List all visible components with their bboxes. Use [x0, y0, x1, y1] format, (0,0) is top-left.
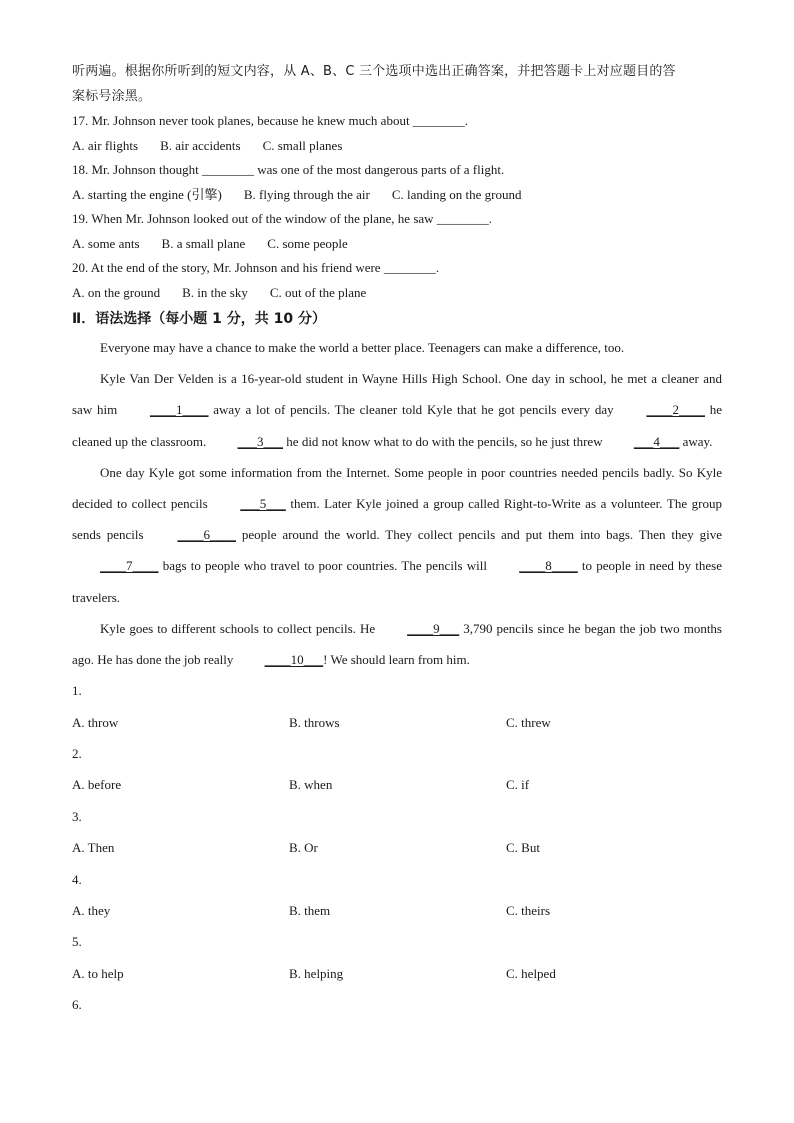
listening-question-17: 17. Mr. Johnson never took planes, because he knew much about ________. — [72, 113, 469, 128]
option-c: C. if — [506, 777, 530, 793]
grammar-question-number-2: 2. — [72, 746, 82, 762]
option-a: A. Then — [72, 840, 115, 856]
option-b: B. helping — [289, 965, 344, 981]
passage-paragraph-2: Kyle Van Der Velden is a 16-year-old student in Wayne Hills High School. One day in school, he met a cleaner and saw him ____1____ away a lot of pencils. The cleaner told Kyle that he got pencils every day ____2____ he cleaned up the classroom. ___3___ he did not know what to do with the pencils, so he just threw ___4___ away. — [72, 363, 722, 457]
option-b: B. flying through the air — [243, 186, 370, 202]
option-c: C. small planes — [262, 137, 343, 153]
grammar-options-5 — [72, 958, 722, 989]
grammar-options-2 — [72, 769, 722, 800]
blank-8: ____8____ — [519, 558, 578, 574]
grammar-options-4 — [72, 895, 722, 926]
intro-line-2: 案标号涂黑。 — [72, 88, 152, 104]
option-b: B. them — [289, 903, 331, 919]
blank-9: ____9___ — [407, 620, 460, 636]
option-a: A. before — [72, 777, 122, 793]
option-a: A. to help — [72, 965, 124, 981]
option-a: A. on the ground — [72, 284, 161, 300]
option-b: B. when — [289, 777, 333, 793]
option-b: B. a small plane — [161, 235, 246, 251]
listening-options-17 — [72, 134, 722, 159]
passage-paragraph-1: Everyone may have a chance to make the world a better place. Teenagers can make a difference, too. — [100, 340, 625, 355]
option-c: C. threw — [506, 714, 551, 730]
option-a: A. air flights — [72, 137, 139, 153]
blank-3: ___3___ — [237, 433, 284, 449]
option-b: B. in the sky — [182, 284, 248, 300]
listening-options-18 — [72, 183, 722, 208]
option-c: C. But — [506, 840, 540, 856]
listening-question-20: 20. At the end of the story, Mr. Johnson and his friend were ________. — [72, 260, 440, 275]
option-a: A. some ants — [72, 235, 140, 251]
listening-options-19 — [72, 232, 722, 257]
grammar-options-1 — [72, 707, 722, 738]
blank-6: ____6____ — [177, 527, 236, 543]
option-c: C. theirs — [506, 903, 551, 919]
intro-line-1: 听两遍。根据你所听到的短文内容，从 A、B、C 三个选项中选出正确答案，并把答题卡上对应题目的答 — [72, 64, 676, 79]
grammar-question-number-4: 4. — [72, 871, 82, 887]
listening-question-19: 19. When Mr. Johnson looked out of the window of the plane, he saw ________. — [72, 211, 493, 226]
option-b: B. air accidents — [160, 137, 241, 153]
option-a: A. starting the engine (引擎) — [72, 186, 222, 202]
listening-options-20 — [72, 281, 722, 306]
grammar-question-number-1: 1. — [72, 683, 82, 699]
option-a: A. they — [72, 903, 111, 919]
passage-paragraph-4: Kyle goes to different schools to collect pencils. He ____9___ 3,790 pencils since he began the job two months ago. He has done the job really ____10___! We should learn from him. — [72, 613, 722, 675]
grammar-options-3 — [72, 832, 722, 863]
section-title: Ⅱ．语法选择（每小题 1 分，共 10 分） — [72, 311, 326, 327]
blank-1: ____1____ — [149, 402, 209, 418]
blank-4: ___4___ — [633, 433, 680, 449]
blank-2: ____2____ — [646, 402, 705, 418]
grammar-question-number-6: 6. — [72, 997, 82, 1013]
option-c: C. some people — [267, 235, 348, 251]
option-c: C. landing on the ground — [391, 186, 522, 202]
listening-question-18: 18. Mr. Johnson thought ________ was one of the most dangerous parts of a flight. — [72, 162, 505, 177]
option-a: A. throw — [72, 714, 119, 730]
option-b: B. Or — [289, 840, 318, 856]
blank-7: ____7____ — [100, 558, 159, 574]
grammar-question-number-3: 3. — [72, 808, 82, 824]
blank-10: ____10___ — [264, 652, 324, 668]
document-page — [72, 60, 722, 1021]
grammar-question-number-5: 5. — [72, 934, 82, 950]
option-c: C. out of the plane — [269, 284, 367, 300]
passage-paragraph-3: One day Kyle got some information from the Internet. Some people in poor countries needed pencils badly. So Kyle decided to collect pencils ___5___ them. Later Kyle joined a group called Right-to-Write as a volunteer. The group sends pencils ____6____ people around the world. They collect pencils and put them into bags. Then they give ____7____ bags to people who travel to poor countries. The pencils will ____8____ to people in need by these travelers. — [72, 464, 723, 605]
option-b: B. throws — [289, 714, 340, 730]
blank-5: ___5___ — [240, 496, 286, 512]
option-c: C. helped — [506, 965, 556, 981]
